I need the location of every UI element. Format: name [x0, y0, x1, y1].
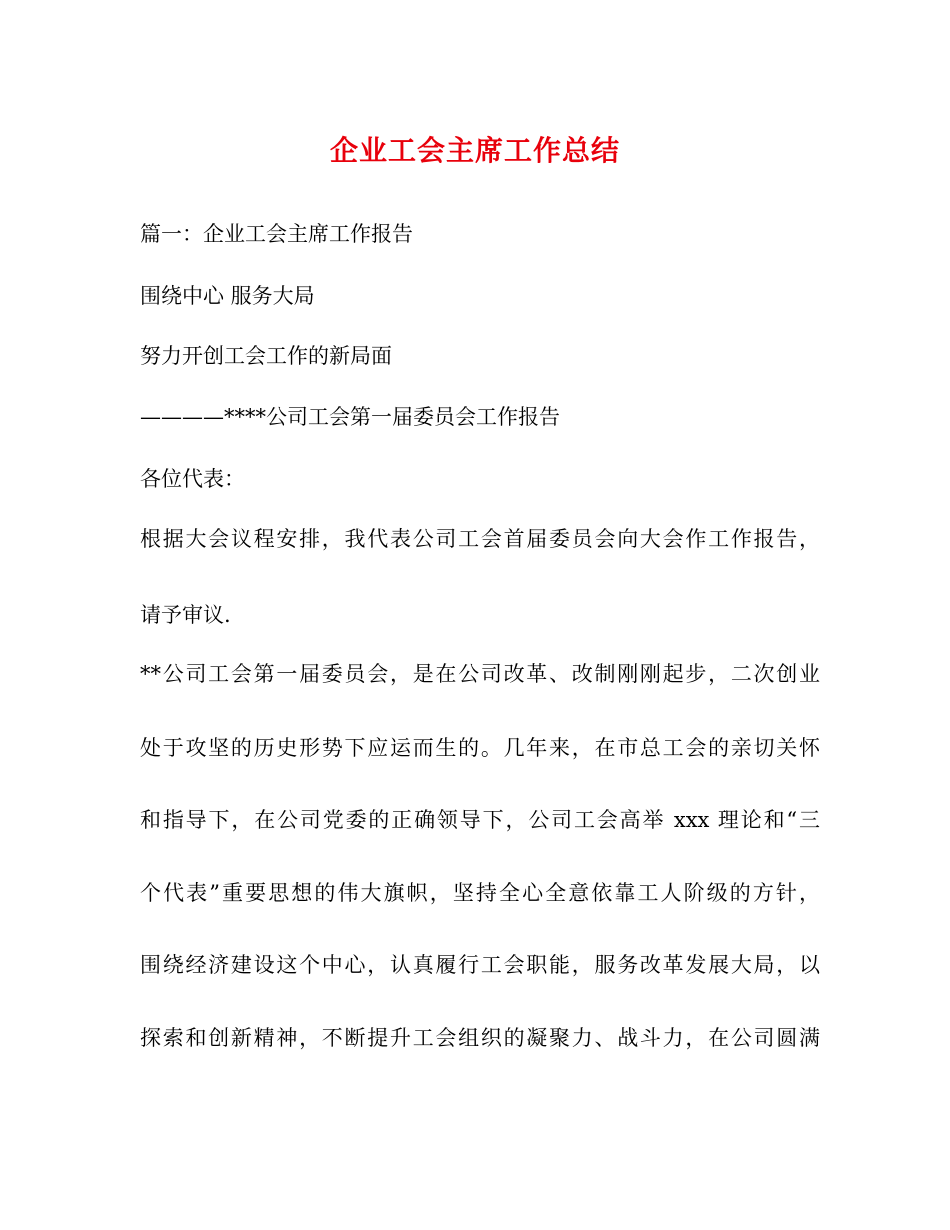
- paragraph-2-line-4: 个代表”重要思想的伟大旗帜，坚持全心全意依靠工人阶级的方针，: [140, 881, 820, 905]
- paragraph-1-line-2: 请予审议.: [140, 603, 231, 627]
- paragraph-2-line-5: 围绕经济建设这个中心，认真履行工会职能，服务改革发展大局，以: [140, 953, 820, 977]
- subtitle-line-1: 围绕中心 服务大局: [140, 284, 315, 308]
- paragraph-2-line-2: 处于攻坚的历史形势下应运而生的。几年来，在市总工会的亲切关怀: [140, 736, 820, 760]
- document-title: 企业工会主席工作总结: [329, 134, 620, 167]
- paragraph-2-line-6: 探索和创新精神，不断提升工会组织的凝聚力、战斗力，在公司圆满: [140, 1026, 820, 1050]
- paragraph-1-line-1: 根据大会议程安排，我代表公司工会首届委员会向大会作工作报告，: [140, 527, 820, 551]
- paragraph-2-line-1: **公司工会第一届委员会，是在公司改革、改制刚刚起步，二次创业: [140, 662, 820, 686]
- subtitle-line-2: 努力开创工会工作的新局面: [140, 344, 392, 368]
- paragraph-2-line-3: 和指导下，在公司党委的正确领导下，公司工会高举 xxx 理论和“三: [140, 808, 820, 832]
- salutation: 各位代表：: [140, 467, 245, 491]
- report-byline: ————****公司工会第一届委员会工作报告: [140, 405, 560, 429]
- section-heading: 篇一：企业工会主席工作报告: [140, 222, 413, 246]
